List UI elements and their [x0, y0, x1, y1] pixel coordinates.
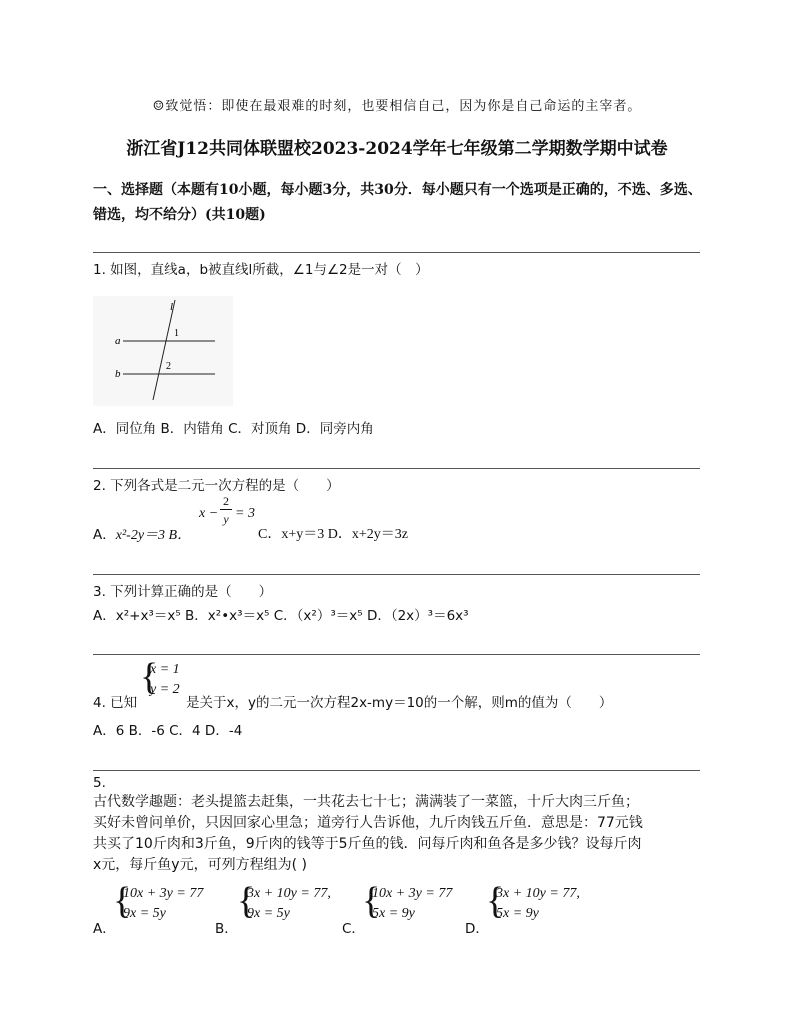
label-angle-2: 2: [166, 361, 171, 372]
text-line: 古代数学趣题：老头提篮去赶集，一共花去七十七；满满装了一菜篮，十斤大肉三斤鱼；: [93, 794, 639, 810]
question-4-system: x = 1 y = 2: [150, 662, 180, 697]
option-d-system: 3x + 10y = 77, 5x = 9y: [496, 886, 580, 921]
option-label: A．: [93, 527, 116, 543]
option-a-system: 10x + 3y = 77 9x = 5y: [123, 886, 204, 921]
question-2-stem: 2. 下列各式是二元一次方程的是（ ）: [93, 478, 340, 494]
text-line: 共买了10斤肉和3斤鱼，9斤肉的钱等于5斤鱼的钱．问每斤肉和鱼各是多少钱？设每斤肉: [93, 836, 642, 852]
option-b-system: 3x + 10y = 77, 9x = 5y: [247, 886, 331, 921]
option-a-expr: x²-2y＝3 B．: [115, 528, 192, 543]
question-5-text: [93, 792, 703, 876]
divider: [93, 468, 700, 469]
label-l: l: [170, 301, 174, 313]
page-title: 浙江省J12共同体联盟校2023-2024学年七年级第二学期数学期中试卷: [126, 139, 668, 159]
question-4-stem-prefix: 4. 已知: [93, 695, 138, 711]
divider: [93, 770, 700, 771]
system-brace: {: [362, 880, 381, 922]
question-2-option-a: [93, 523, 191, 544]
question-5-number: 5.: [93, 775, 106, 791]
question-4-options: A．6 B．-6 C．4 D．-4: [93, 723, 243, 739]
question-3-stem: 3. 下列计算正确的是（ ）: [93, 584, 273, 600]
system-brace: {: [113, 880, 132, 922]
system-brace: {: [486, 880, 505, 922]
option-a-label: A．: [93, 921, 116, 937]
text-line: x元，每斤鱼y元，可列方程组为( ): [93, 857, 307, 873]
option-d-label: D．: [465, 921, 489, 937]
divider: [93, 252, 700, 253]
system-brace: {: [237, 880, 256, 922]
label-b: b: [115, 368, 121, 380]
question-4-stem-suffix: 是关于x，y的二元一次方程2x-my＝10的一个解，则m的值为（ ）: [186, 695, 613, 711]
option-b-label: B．: [215, 921, 238, 937]
divider: [93, 574, 700, 575]
question-1-figure: [93, 296, 233, 406]
section-heading: 一、选择题（本题有10小题，每小题3分，共30分．每小题只有一个选项是正确的，不选、多选、错选，均不给分）(共10题): [93, 182, 702, 223]
label-angle-1: 1: [174, 328, 179, 339]
motto: ☺致觉悟：即使在最艰难的时刻，也要相信自己，因为你是自己命运的主宰者。: [152, 99, 642, 114]
question-1-stem: 1. 如图，直线a，b被直线l所截，∠1与∠2是一对（ ）: [93, 262, 429, 278]
option-c-label: C．: [342, 921, 365, 937]
option-c-system: 10x + 3y = 77 5x = 9y: [372, 886, 453, 921]
question-3-options: A．x²+x³＝x⁵ B．x²•x³＝x⁵ C．（x²）³＝x⁵ D．（2x）³＝6x³: [93, 608, 469, 624]
question-2-options-cd: C．x+y＝3 D．x+2y＝3z: [258, 527, 408, 542]
system-brace: {: [140, 656, 159, 698]
question-1-options: A．同位角 B．内错角 C．对顶角 D．同旁内角: [93, 421, 374, 437]
divider: [93, 654, 700, 655]
text-line: 买好未曾问单价，只因回家心里急；道旁行人告诉他，九斤肉钱五斤鱼．意思是：77元钱: [93, 815, 643, 831]
label-a: a: [115, 335, 121, 347]
